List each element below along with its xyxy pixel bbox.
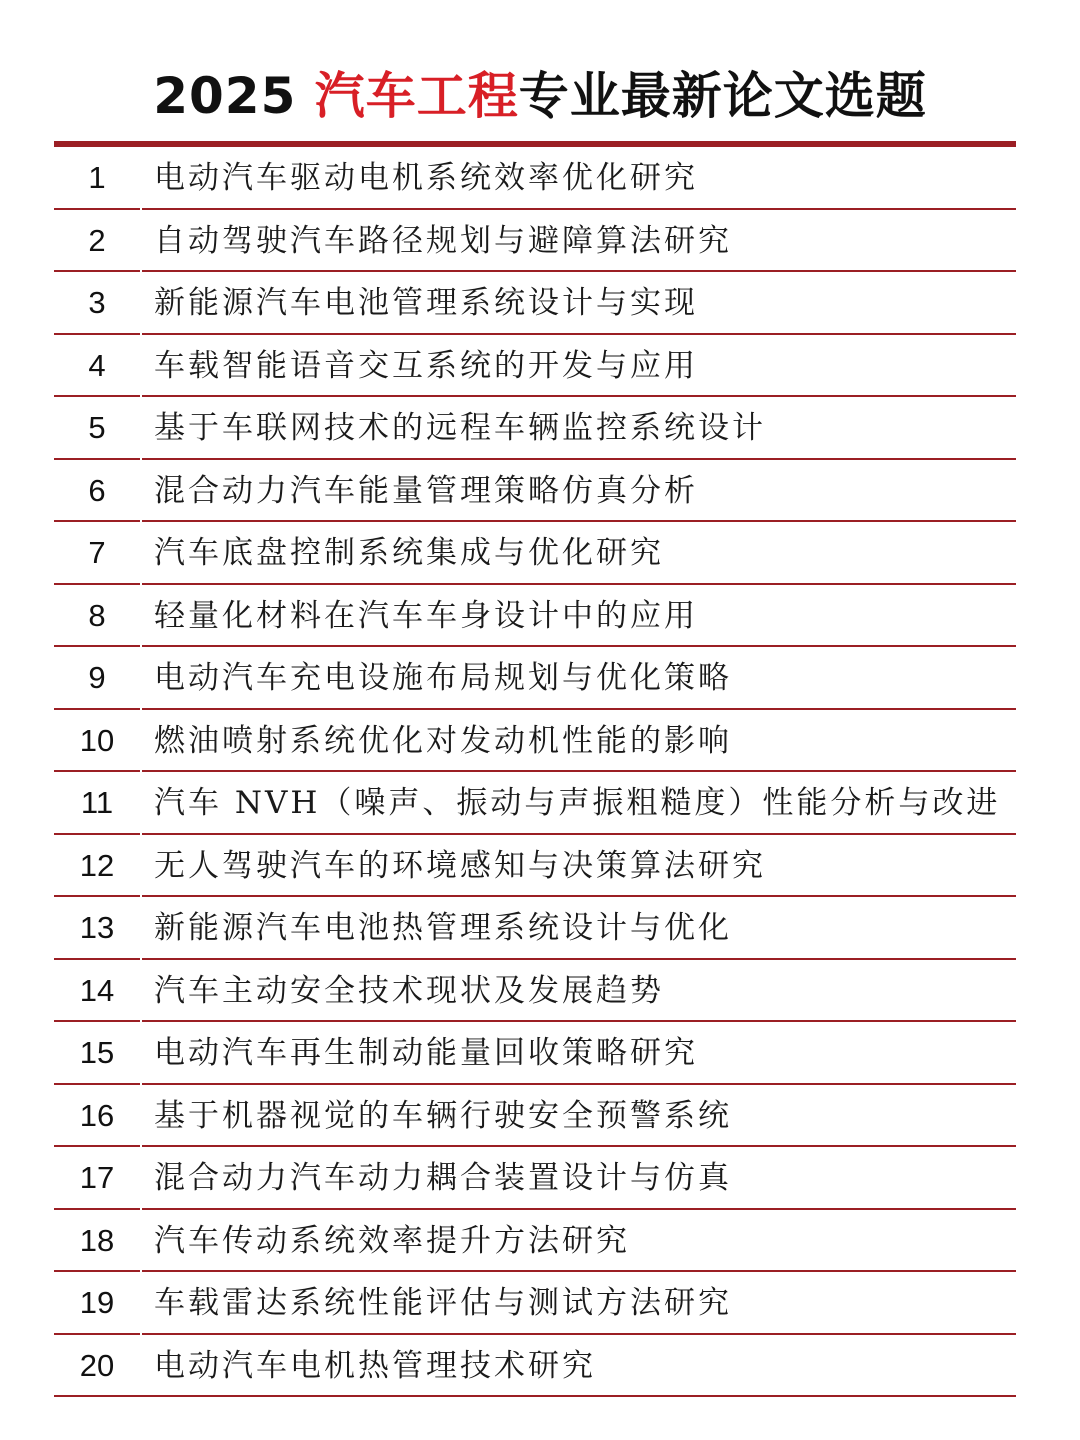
topic-title: 汽车 NVH（噪声、振动与声振粗糙度）性能分析与改进	[154, 785, 1001, 821]
topic-title: 轻量化材料在汽车车身设计中的应用	[154, 597, 698, 634]
topic-title: 车载智能语音交互系统的开发与应用	[154, 347, 698, 384]
topic-row	[54, 272, 1016, 335]
topic-title: 汽车主动安全技术现状及发展趋势	[154, 972, 664, 1009]
topic-number: 10	[79, 722, 115, 758]
topic-row	[54, 960, 1016, 1023]
row-divider	[54, 1395, 1016, 1397]
topic-row	[54, 147, 1016, 210]
topic-row	[54, 1022, 1016, 1085]
topic-number: 11	[80, 785, 114, 820]
topic-number: 17	[79, 1160, 115, 1195]
page-title	[0, 58, 1080, 134]
topic-title: 电动汽车充电设施布局规划与优化策略	[154, 660, 732, 696]
topic-row	[54, 1147, 1016, 1210]
topic-row	[54, 835, 1016, 898]
topic-number: 2	[88, 222, 106, 258]
topic-row	[54, 647, 1016, 710]
topic-row	[54, 210, 1016, 273]
topic-title: 汽车底盘控制系统集成与优化研究	[154, 535, 664, 571]
topic-title: 电动汽车驱动电机系统效率优化研究	[154, 160, 698, 196]
topic-title: 电动汽车再生制动能量回收策略研究	[154, 1035, 698, 1071]
topic-title: 无人驾驶汽车的环境感知与决策算法研究	[154, 847, 766, 884]
topic-number: 4	[88, 347, 106, 383]
topic-row	[54, 710, 1016, 773]
title-rest: 专业最新论文选题	[518, 67, 927, 125]
topic-number: 20	[79, 1347, 115, 1383]
topic-number: 5	[88, 410, 106, 445]
topic-row	[54, 1210, 1016, 1273]
topic-title: 电动汽车电机热管理技术研究	[154, 1347, 596, 1384]
topic-number: 6	[88, 472, 106, 508]
topic-number: 14	[79, 972, 115, 1008]
topic-title: 新能源汽车电池管理系统设计与实现	[154, 285, 698, 321]
topic-number: 12	[79, 847, 115, 883]
topic-number: 19	[79, 1285, 115, 1320]
topic-number: 18	[79, 1222, 115, 1258]
topic-title: 混合动力汽车动力耦合装置设计与仿真	[154, 1160, 732, 1196]
topic-title: 混合动力汽车能量管理策略仿真分析	[154, 472, 698, 509]
topic-number: 1	[88, 160, 106, 195]
topic-number: 7	[88, 535, 106, 570]
topic-number: 16	[79, 1097, 115, 1133]
topic-row	[54, 1085, 1016, 1148]
topic-row	[54, 397, 1016, 460]
topic-title: 自动驾驶汽车路径规划与避障算法研究	[154, 222, 732, 259]
title-year: 2025	[153, 67, 315, 125]
topic-row	[54, 1272, 1016, 1335]
topic-title: 汽车传动系统效率提升方法研究	[154, 1222, 630, 1259]
topic-row	[54, 335, 1016, 398]
topic-row	[54, 772, 1016, 835]
topic-title: 车载雷达系统性能评估与测试方法研究	[154, 1285, 732, 1321]
topic-number: 9	[88, 660, 106, 695]
topic-number: 15	[79, 1035, 115, 1070]
topic-list	[54, 147, 1016, 1397]
topic-row	[54, 897, 1016, 960]
topic-number: 3	[88, 285, 106, 320]
topic-number: 8	[88, 597, 106, 633]
topic-title: 基于车联网技术的远程车辆监控系统设计	[154, 410, 766, 446]
topic-title: 燃油喷射系统优化对发动机性能的影响	[154, 722, 732, 759]
topic-row	[54, 585, 1016, 648]
title-highlight: 汽车工程	[314, 67, 519, 125]
topic-title: 基于机器视觉的车辆行驶安全预警系统	[154, 1097, 732, 1134]
topic-row	[54, 1335, 1016, 1398]
topic-row	[54, 460, 1016, 523]
topic-row	[54, 522, 1016, 585]
topic-title: 新能源汽车电池热管理系统设计与优化	[154, 910, 732, 946]
topic-number: 13	[79, 910, 115, 945]
